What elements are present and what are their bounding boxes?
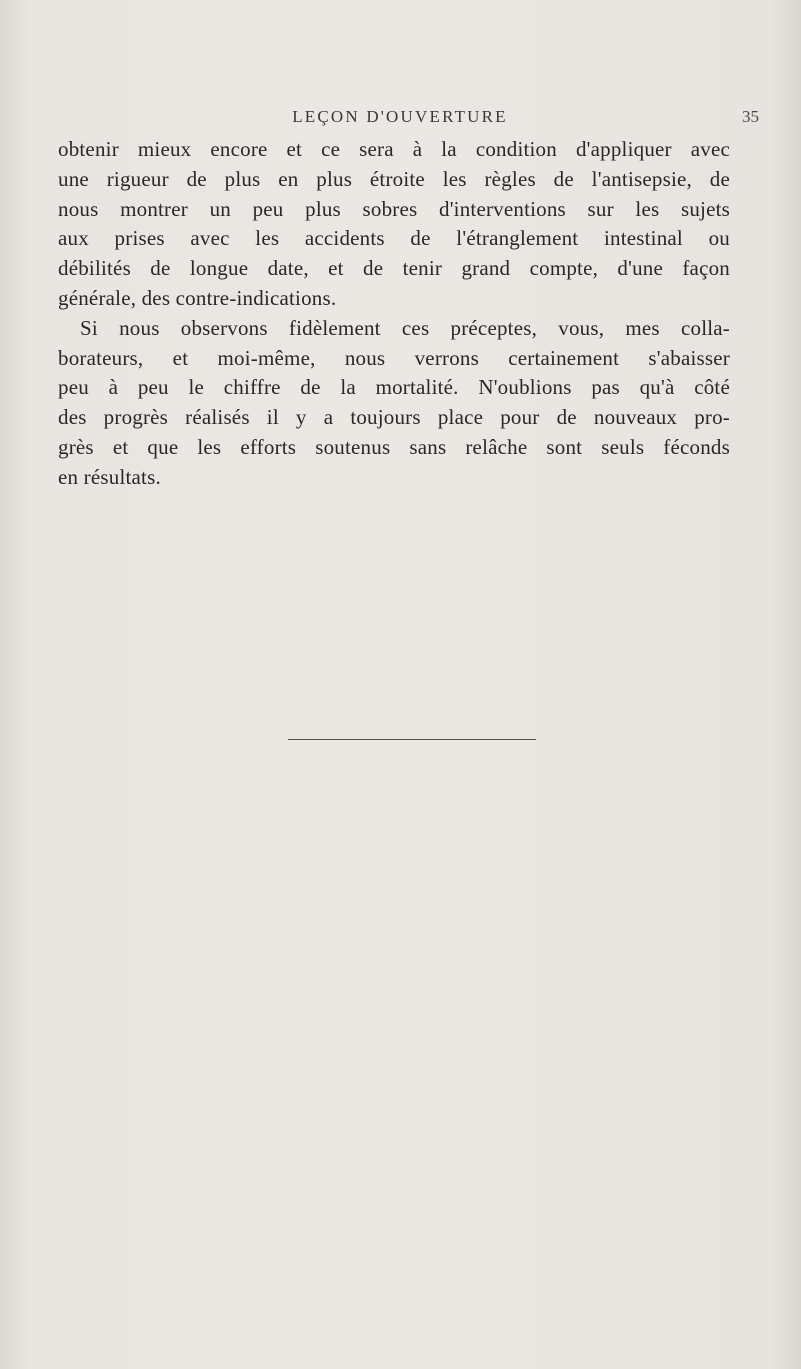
text-line: Si nous observons fidèlement ces préceptes, vous, mes colla- [80,315,730,340]
text-line: nous montrer un peu plus sobres d'interventions sur les sujets [58,196,730,221]
end-rule [288,739,536,740]
page-number: 35 [742,107,759,126]
text-line: grès et que les efforts soutenus sans relâche sont seuls féconds [58,434,730,459]
text-line: une rigueur de plus en plus étroite les règles de l'antisepsie, de [58,166,730,191]
running-title: LEÇON D'OUVERTURE [292,107,508,126]
text-line: débilités de longue date, et de tenir grand compte, d'une façon [58,256,730,281]
text-line: peu à peu le chiffre de la mortalité. N'oublions pas qu'à côté [58,375,730,400]
text-line: générale, des contre-indications. [58,285,337,310]
text-line: en résultats. [58,464,161,489]
body-text [58,135,730,493]
running-head [0,107,801,131]
text-line: borateurs, et moi-même, nous verrons certainement s'abaisser [58,345,730,370]
text-line: aux prises avec les accidents de l'étranglement intestinal ou [58,226,730,251]
text-line: des progrès réalisés il y a toujours place pour de nouveaux pro- [58,405,730,430]
text-line: obtenir mieux encore et ce sera à la condition d'appliquer avec [58,137,730,161]
